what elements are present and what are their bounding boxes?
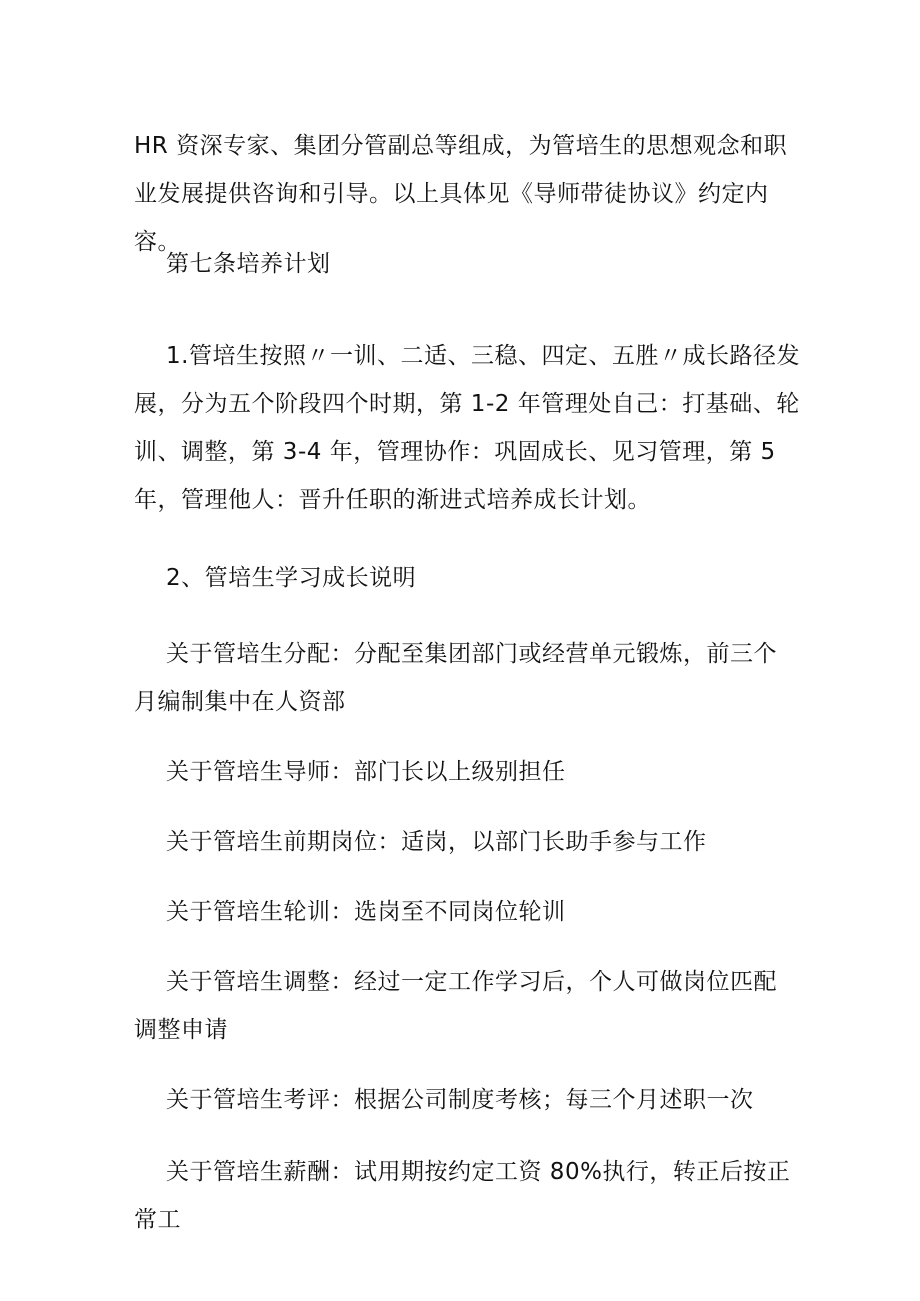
paragraph-assignment: 关于管培生分配：分配至集团部门或经营单元锻炼，前三个月编制集中在人资部 bbox=[134, 641, 777, 715]
paragraph-growth-path: 1.管培生按照〃一训、二适、三稳、四定、五胜〃成长路径发展，分为五个阶段四个时期，第 1-2 年管理处自己：打基础、轮训、调整，第 3-4 年，管理协作：巩固成长、见习管理，第 5 年，管理他人：晋升任职的渐进式培养成长计划。 bbox=[134, 343, 800, 513]
paragraph-early-position: 关于管培生前期岗位：适岗，以部门长助手参与工作 bbox=[166, 829, 707, 855]
paragraph-mentor-continuation: HR 资深专家、集团分管副总等组成，为管培生的思想观念和职业发展提供咨询和引导。以上具体见《导师带徒协议》约定内容。 bbox=[134, 133, 788, 255]
paragraph-rotation: 关于管培生轮训：选岗至不同岗位轮训 bbox=[166, 899, 566, 925]
article-heading-training-plan: 第七条培养计划 bbox=[166, 251, 331, 277]
paragraph-mentor: 关于管培生导师：部门长以上级别担任 bbox=[166, 759, 566, 785]
paragraph-adjustment: 关于管培生调整：经过一定工作学习后，个人可做岗位匹配调整申请 bbox=[134, 969, 777, 1043]
paragraph-salary: 关于管培生薪酬：试用期按约定工资 80%执行，转正后按正常工 bbox=[134, 1159, 791, 1233]
paragraph-evaluation: 关于管培生考评：根据公司制度考核；每三个月述职一次 bbox=[166, 1087, 754, 1113]
section-heading-learning-growth: 2、管培生学习成长说明 bbox=[166, 565, 417, 591]
